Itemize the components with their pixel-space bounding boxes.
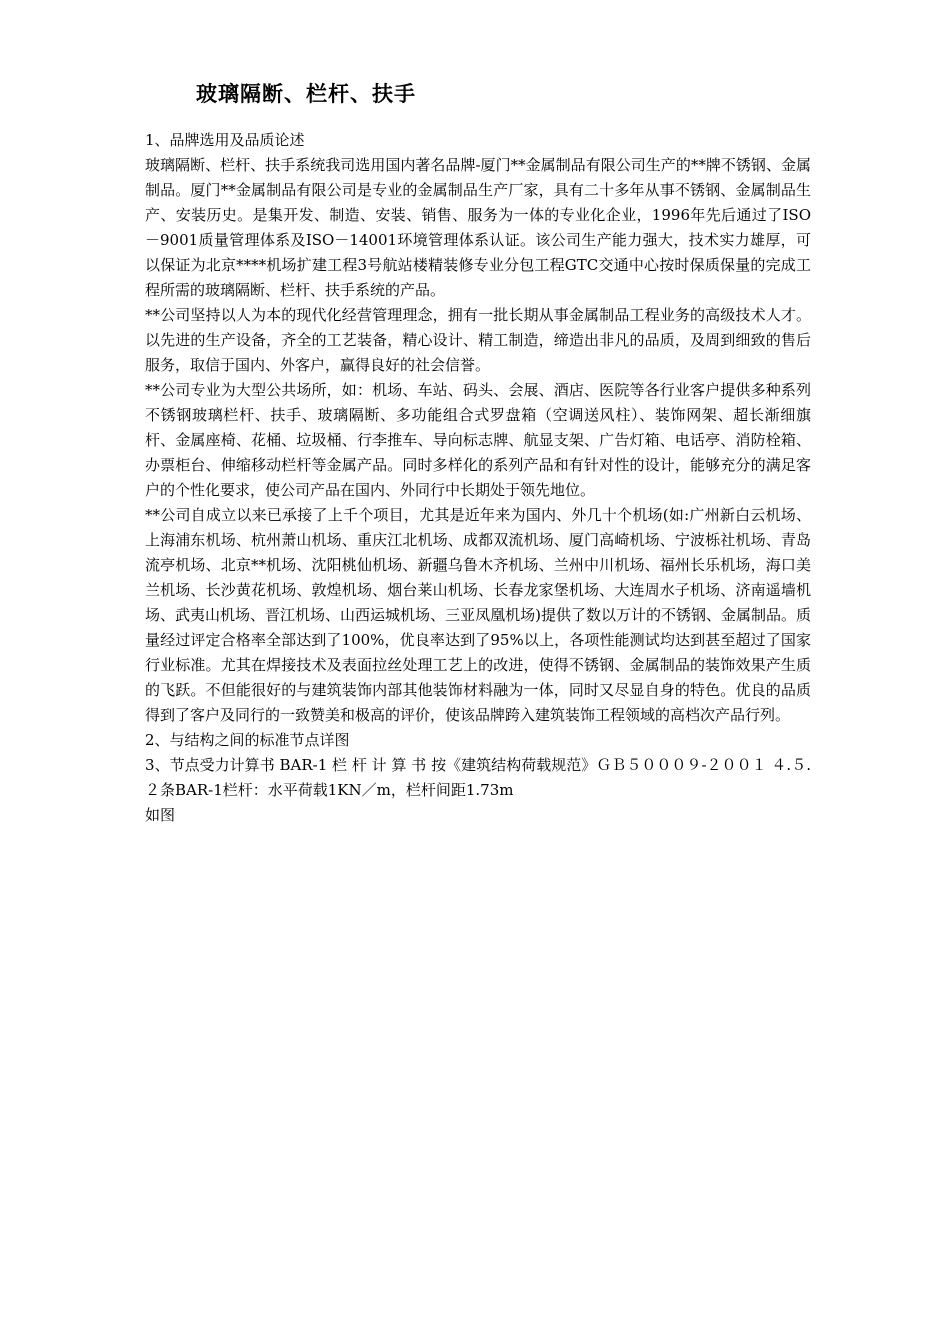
paragraph-brand-intro: 玻璃隔断、栏杆、扶手系统我司选用国内著名品牌-厦门**金属制品有限公司生产的**牌不锈钢、金属制品。厦门**金属制品有限公司是专业的金属制品生产厂家，具有二十多年从事不锈钢、金属制品生产、安装历史。是集开发、制造、安装、销售、服务为一体的专业化企业，1996年先后通过了ISO－9001质量管理体系及ISO－14001环境管理体系认证。该公司生产能力强大，技术实力雄厚，可以保证为北京****机场扩建工程3号航站楼精装修专业分包工程GTC交通中心按时保质保量的完成工程所需的玻璃隔断、栏杆、扶手系统的产品。 xyxy=(145,156,811,299)
section-heading-brand-quality: 1、品牌选用及品质论述 xyxy=(145,131,305,149)
document-title: 玻璃隔断、栏杆、扶手 xyxy=(196,82,416,106)
paragraph-management: **公司坚持以人为本的现代化经营管理理念，拥有一批长期从事金属制品工程业务的高级技术人才。以先进的生产设备，齐全的工艺装备，精心设计、精工制造，缔造出非凡的品质，及周到细致的售后服务，取信于国内、外客户，赢得良好的社会信誉。 xyxy=(145,306,811,374)
section-heading-load-calculation: 3、节点受力计算书 BAR-1 栏 杆 计 算 书 按《建筑结构荷载规范》ＧＢ５０００９-２００１ ４.５.２条BAR-1栏杆：水平荷载1KN／m，栏杆间距1.73m xyxy=(145,756,811,799)
paragraph-see-figure: 如图 xyxy=(145,806,176,824)
paragraph-products: **公司专业为大型公共场所，如：机场、车站、码头、会展、酒店、医院等各行业客户提供多种系列不锈钢玻璃栏杆、扶手、玻璃隔断、多功能组合式罗盘箱（空调送风柱）、装饰网架、超长渐细旗杆、金属座椅、花桶、垃圾桶、行李推车、导向标志牌、航显支架、广告灯箱、电话亭、消防栓箱、办票柜台、伸缩移动栏杆等金属产品。同时多样化的系列产品和有针对性的设计，能够充分的满足客户的个性化要求，使公司产品在国内、外同行中长期处于领先地位。 xyxy=(145,381,811,499)
document-body xyxy=(145,128,811,828)
paragraph-projects: **公司自成立以来已承接了上千个项目，尤其是近年来为国内、外几十个机场(如:广州新白云机场、上海浦东机场、杭州萧山机场、重庆江北机场、成都双流机场、厦门高崎机场、宁波栎社机场、青岛流亭机场、北京**机场、沈阳桃仙机场、新疆乌鲁木齐机场、兰州中川机场、福州长乐机场，海口美兰机场、长沙黄花机场、敦煌机场、烟台莱山机场、长春龙家堡机场、大连周水子机场、济南遥墙机场、武夷山机场、晋江机场、山西运城机场、三亚凤凰机场)提供了数以万计的不锈钢、金属制品。质量经过评定合格率全部达到了100%，优良率达到了95%以上，各项性能测试均达到甚至超过了国家行业标准。尤其在焊接技术及表面拉丝处理工艺上的改进，使得不锈钢、金属制品的装饰效果产生质的飞跃。不但能很好的与建筑装饰内部其他装饰材料融为一体，同时又尽显自身的特色。优良的品质得到了客户及同行的一致赞美和极高的评价，使该品牌跨入建筑装饰工程领域的高档次产品行列。 xyxy=(145,506,811,724)
section-heading-node-details: 2、与结构之间的标准节点详图 xyxy=(145,731,350,749)
